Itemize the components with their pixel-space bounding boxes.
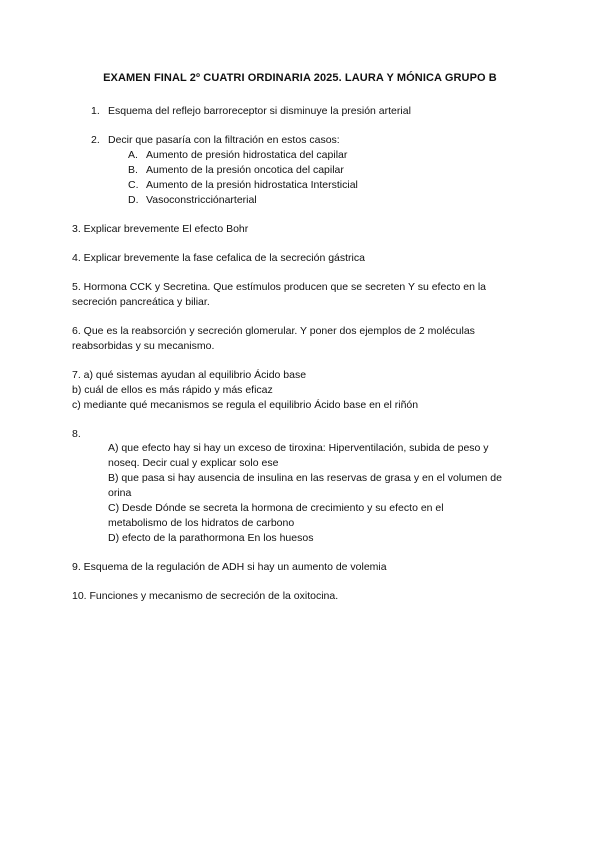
q5-line: secreción pancreática y biliar. xyxy=(72,296,210,308)
q2-number: 2. xyxy=(91,134,100,146)
q5-line: 5. Hormona CCK y Secretina. Que estímulos producen que se secreten Y su efecto en la xyxy=(72,281,487,293)
q8-line: B) que pasa si hay ausencia de insulina en las reservas de grasa y en el volumen de xyxy=(108,472,502,484)
q1-text: Esquema del reflejo barroreceptor si disminuye la presión arterial xyxy=(108,105,411,117)
q3-text: 3. Explicar brevemente El efecto Bohr xyxy=(72,223,249,235)
q8-line: A) que efecto hay si hay un exceso de tiroxina: Hiperventilación, subida de peso y xyxy=(108,442,489,454)
q8-line: metabolismo de los hidratos de carbono xyxy=(108,517,295,529)
q2-item-text: Vasoconstricciónarterial xyxy=(146,194,257,206)
q4-text: 4. Explicar brevemente la fase cefalica de la secreción gástrica xyxy=(72,252,365,264)
q6-line: reabsorbidas y su mecanismo. xyxy=(72,340,215,352)
q10-text: 10. Funciones y mecanismo de secreción de la oxitocina. xyxy=(72,590,339,602)
q6-line: 6. Que es la reabsorción y secreción glomerular. Y poner dos ejemplos de 2 moléculas xyxy=(72,325,475,337)
exam-title: EXAMEN FINAL 2º CUATRI ORDINARIA 2025. LAURA Y MÓNICA GRUPO B xyxy=(103,72,497,84)
q7-line: c) mediante qué mecanismos se regula el equilibrio Ácido base en el riñón xyxy=(72,399,419,411)
q9-text: 9. Esquema de la regulación de ADH si hay un aumento de volemia xyxy=(72,561,387,573)
q7-line: b) cuál de ellos es más rápido y más eficaz xyxy=(72,384,273,396)
q7-line: 7. a) qué sistemas ayudan al equilibrio Ácido base xyxy=(72,369,307,381)
q8-line: orina xyxy=(108,487,132,499)
q8-line: D) efecto de la parathormona En los huesos xyxy=(108,532,314,544)
q1-number: 1. xyxy=(91,105,100,117)
q2-text: Decir que pasaría con la filtración en estos casos: xyxy=(108,134,340,146)
q8-line: noseq. Decir cual y explicar solo ese xyxy=(108,457,279,469)
q2-item-letter: C. xyxy=(128,179,139,191)
q2-item-letter: A. xyxy=(128,149,138,161)
q2-item-text: Aumento de la presión hidrostatica Intersticial xyxy=(146,179,358,191)
q8-line: C) Desde Dónde se secreta la hormona de crecimiento y su efecto en el xyxy=(108,502,444,514)
q2-item-text: Aumento de la presión oncotica del capilar xyxy=(146,164,344,176)
q8-number: 8. xyxy=(72,428,81,440)
q2-item-text: Aumento de presión hidrostatica del capilar xyxy=(146,149,348,161)
q2-item-letter: B. xyxy=(128,164,138,176)
q2-item-letter: D. xyxy=(128,194,139,206)
